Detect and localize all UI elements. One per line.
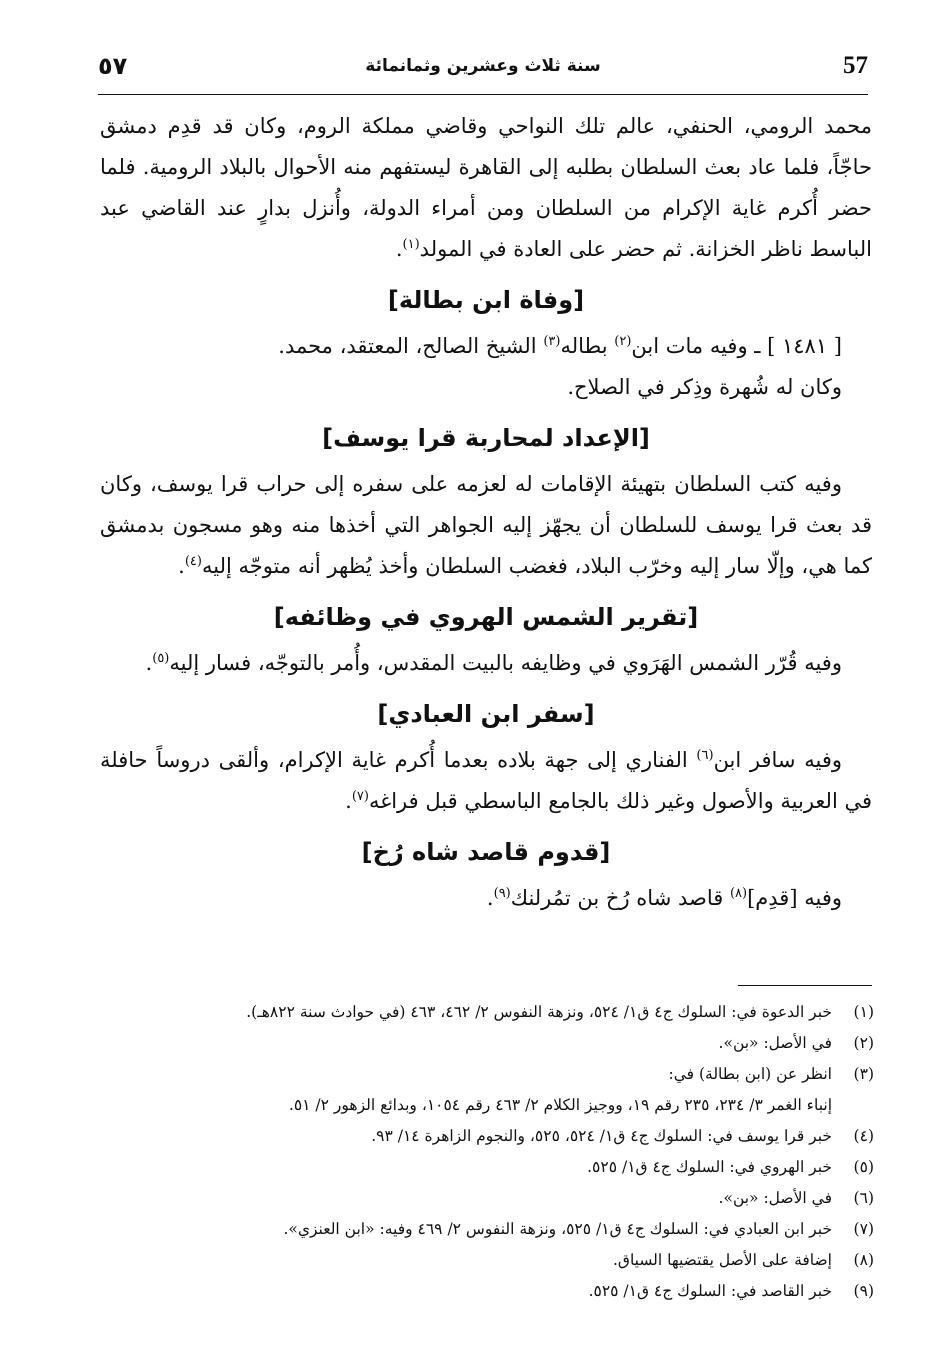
- footnote-ref-2: (٢): [614, 334, 632, 349]
- paragraph-2-text-a: [ ١٤٨١ ] ـ وفيه مات ابن: [631, 334, 842, 358]
- footnote-ref-1: (١): [402, 237, 420, 252]
- footnote-1: [110, 997, 874, 1028]
- footnote-number: (٥): [853, 1158, 874, 1176]
- footnote-text: خبر القاصد في: السلوك ج٤ ق١/ ٥٢٥.: [588, 1282, 832, 1300]
- footnote-9: [110, 1276, 874, 1307]
- footnote-8: [110, 1245, 874, 1276]
- footnote-text: خبر الهروي في: السلوك ج٤ ق١/ ٥٢٥.: [587, 1158, 832, 1176]
- paragraph-6-text-b: قاصد شاه رُخ بن تمُرلنك: [510, 886, 730, 910]
- footnote-ref-9: (٩): [493, 886, 511, 901]
- footnote-number: (٨): [853, 1251, 874, 1269]
- footnote-text: خبر ابن العبادي في: السلوك ج٤ ق١/ ٥٢٥، ونزهة النفوس ٢/ ٤٦٩ وفيه: «ابن العنزي».: [283, 1220, 832, 1238]
- footnote-number: (٩): [853, 1282, 874, 1300]
- paragraph-6-end: .: [486, 886, 494, 910]
- paragraph-3: [100, 464, 872, 587]
- paragraph-2-text-b: بطاله: [560, 334, 615, 358]
- section-heading-ibn-battala: [وفاة ابن بطالة]: [387, 286, 585, 314]
- paragraph-5-end: .: [345, 789, 352, 813]
- main-text: [100, 106, 872, 919]
- footnote-text: في الأصل: «بن».: [718, 1189, 832, 1207]
- paragraph-3-text: وفيه كتب السلطان بتهيئة الإقامات له لعزمه على سفره إلى حراب قرا يوسف، وكان قد بعث قرا يوسف للسلطان أن يجهّز إليه الجواهر التي أخذها منه وهو مسجون بدمشق كما هي، وإلّا سار إليه وخرّب البلاد، فغضب السلطان وأخذ يُظهر أنه متوجّه إليه: [100, 472, 872, 578]
- footnote-text: خبر الدعوة في: السلوك ج٤ ق١/ ٥٢٤، ونزهة النفوس ٢/ ٤٦٢، ٤٦٣ (في حوادث سنة ٨٢٢هـ).: [246, 1003, 832, 1021]
- paragraph-4: [100, 643, 872, 684]
- paragraph-5-text-b: الفناري إلى جهة بلاده بعدما أُكرم غاية الإكرام، وألقى دروساً حافلة في العربية والأصول وغير ذلك بالجامع الباسطي قبل فراغه: [100, 748, 872, 813]
- paragraph-2-text-c: الشيخ الصالح، المعتقد، محمد.: [278, 334, 544, 358]
- paragraph-5: [100, 740, 872, 822]
- footnote-2: [110, 1028, 874, 1059]
- section-heading-shah-rukh-envoy: [قدوم قاصد شاه رُخ]: [361, 838, 611, 866]
- footnote-ref-4: (٤): [184, 554, 202, 569]
- footnote-separator: [738, 985, 872, 986]
- footnote-ref-7: (٧): [351, 789, 369, 804]
- section-heading-qara-yusuf: [الإعداد لمحاربة قرا يوسف]: [322, 424, 650, 452]
- footnote-number: (١): [853, 1003, 874, 1021]
- header-rule: [98, 94, 868, 95]
- footnote-ref-8: (٨): [729, 886, 748, 901]
- paragraph-3-end: .: [178, 554, 185, 578]
- footnote-7: [110, 1214, 874, 1245]
- running-head: [98, 48, 868, 88]
- footnote-number: (٧): [853, 1220, 874, 1238]
- footnote-text: في الأصل: «بن».: [718, 1034, 832, 1052]
- paragraph-1-end: .: [395, 237, 403, 261]
- footnotes: [110, 997, 874, 1307]
- footnote-3: [110, 1059, 874, 1090]
- footnote-text: إضافة على الأصل يقتضيها السياق.: [613, 1251, 832, 1269]
- paragraph-5-text-a: وفيه سافر ابن: [713, 748, 842, 772]
- footnote-ref-6: (٦): [696, 748, 714, 763]
- footnote-ref-3: (٣): [543, 334, 561, 349]
- footnote-text: انظر عن (ابن بطالة) في:: [668, 1065, 832, 1083]
- paragraph-1: [100, 106, 872, 270]
- footnote-number: (٣): [853, 1065, 874, 1083]
- page-number-latin: 57: [843, 52, 868, 79]
- page-number-arabic: ٥٧: [98, 52, 128, 80]
- running-title: سنة ثلاث وعشرين وثمانمائة: [365, 56, 601, 76]
- footnote-3-continuation: [110, 1090, 874, 1121]
- footnote-number: (٢): [853, 1034, 874, 1052]
- footnote-number: (٦): [853, 1189, 874, 1207]
- section-heading-harawi: [تقرير الشمس الهروي في وظائفه]: [273, 603, 699, 631]
- footnote-ref-5: (٥): [152, 651, 170, 666]
- paragraph-4-end: .: [145, 651, 153, 675]
- footnote-number: (٤): [853, 1127, 874, 1145]
- paragraph-6-text-a: وفيه [قدِم]: [747, 886, 842, 910]
- paragraph-2: [100, 326, 872, 367]
- footnote-text: إنباء الغمر ٣/ ٢٣٤، ٢٣٥ رقم ١٩، ووجيز الكلام ٢/ ٤٦٣ رقم ١٠٥٤، وبدائع الزهور ٢/ ٥١.: [288, 1096, 832, 1114]
- footnote-text: خبر قرا يوسف في: السلوك ج٤ ق١/ ٥٢٤، ٥٢٥، والنجوم الزاهرة ١٤/ ٩٣.: [371, 1127, 832, 1145]
- paragraph-2-line-2: وكان له شُهرة وذِكر في الصلاح.: [567, 375, 842, 399]
- footnote-4: [110, 1121, 874, 1152]
- paragraph-1-text: محمد الرومي، الحنفي، عالم تلك النواحي وقاضي مملكة الروم، وكان قد قدِم دمشق حاجّاً، فلما عاد بعث السلطان بطلبه إلى القاهرة ليستفهم منه الأحوال بالبلاد الرومية. فلما حضر أُكرم غاية الإكرام من السلطان ومن أمراء الدولة، وأُنزل بدارٍ عند القاضي عبد الباسط ناظر الخزانة. ثم حضر على العادة في المولد: [100, 114, 873, 261]
- paragraph-4-text: وفيه قُرّر الشمس الهَرَوي في وظايفه بالبيت المقدس، وأُمر بالتوجّه، فسار إليه: [169, 651, 842, 675]
- paragraph-6: [100, 878, 872, 919]
- footnote-6: [110, 1183, 874, 1214]
- section-heading-ibn-al-abbadi: [سفر ابن العبادي]: [377, 700, 595, 728]
- footnote-5: [110, 1152, 874, 1183]
